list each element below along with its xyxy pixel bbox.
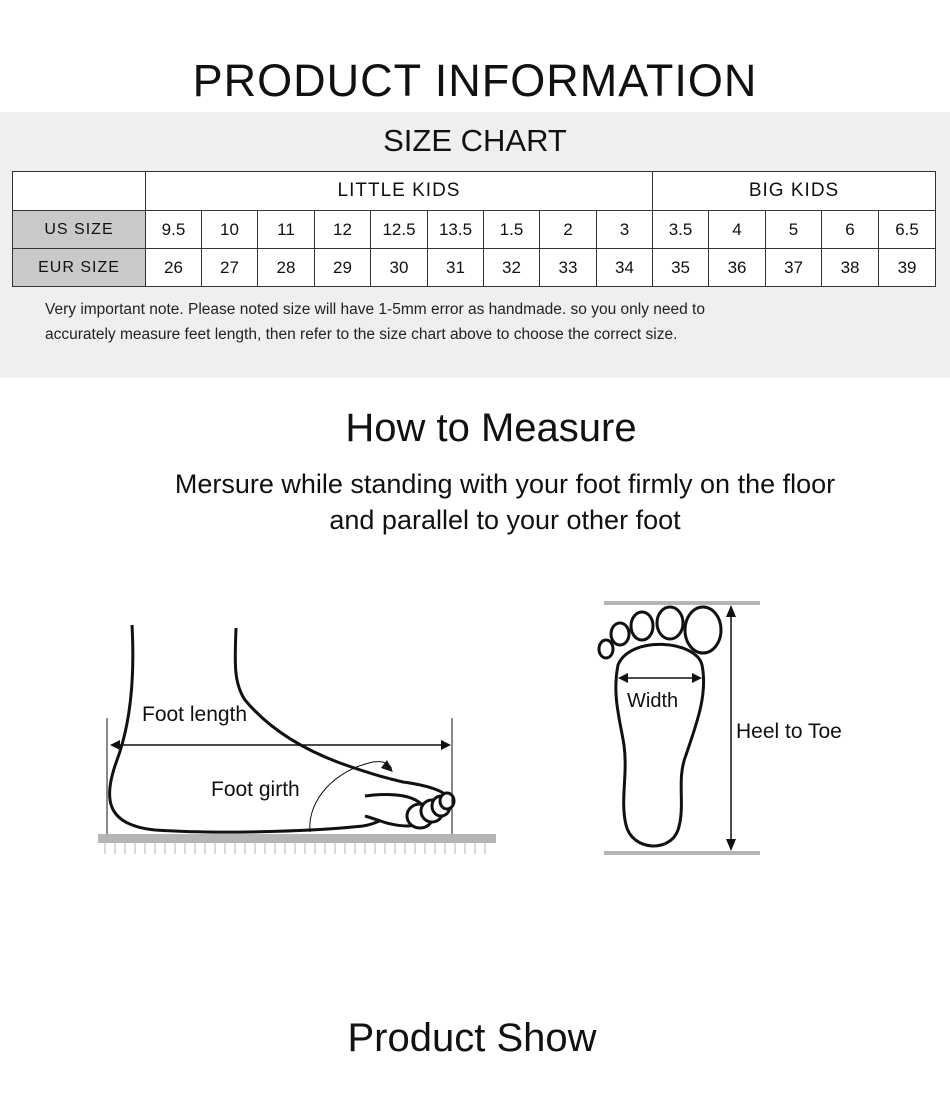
heel-to-toe-arrow-bottom [726, 839, 736, 851]
size-row-eur [13, 249, 936, 287]
product-show-title: Product Show [347, 1016, 597, 1060]
eur-size-cell: 37 [766, 249, 822, 287]
us-size-cell: 12.5 [371, 211, 428, 249]
heel-to-toe-arrow-top [726, 605, 736, 617]
us-size-cell: 9.5 [146, 211, 202, 249]
eur-size-cell: 28 [258, 249, 315, 287]
size-table-header-row [13, 172, 936, 211]
us-size-cell: 5 [766, 211, 822, 249]
row-label-us-size: US SIZE [13, 211, 146, 249]
width-arrow-left [618, 673, 628, 683]
side-foot-diagram [95, 620, 505, 860]
eur-size-cell: 34 [597, 249, 653, 287]
sizing-note-line: Very important note. Please noted size will have 1-5mm error as handmade. so you only need to [45, 301, 705, 318]
sole-toes [599, 607, 721, 658]
eur-size-cell: 33 [540, 249, 597, 287]
foot-outline [110, 625, 391, 832]
subtitle-line: and parallel to your other foot [329, 505, 681, 535]
eur-size-cell: 35 [653, 249, 709, 287]
page-title: PRODUCT INFORMATION [192, 55, 758, 106]
us-size-cell: 13.5 [428, 211, 484, 249]
us-size-cell: 12 [315, 211, 371, 249]
eur-size-cell: 31 [428, 249, 484, 287]
how-to-measure-title: How to Measure [345, 406, 637, 450]
group-header-little-kids: LITTLE KIDS [146, 172, 653, 211]
eur-size-cell: 36 [709, 249, 766, 287]
us-size-cell: 10 [202, 211, 258, 249]
subtitle-line: Mersure while standing with your foot firmly on the floor [174, 469, 836, 499]
foot-girth-label: Foot girth [211, 778, 300, 801]
eur-size-cell: 32 [484, 249, 540, 287]
group-header-big-kids: BIG KIDS [653, 172, 936, 211]
floor-ticks [105, 843, 485, 854]
row-label-eur-size: EUR SIZE [13, 249, 146, 287]
size-table [12, 171, 936, 287]
us-size-cell: 1.5 [484, 211, 540, 249]
eur-size-cell: 27 [202, 249, 258, 287]
eur-size-cell: 26 [146, 249, 202, 287]
eur-size-cell: 30 [371, 249, 428, 287]
foot-length-arrow-left [110, 740, 120, 750]
eur-size-cell: 39 [879, 249, 936, 287]
width-arrow-right [692, 673, 702, 683]
sole-diagram [590, 595, 870, 865]
foot-length-label: Foot length [142, 703, 248, 726]
eur-size-cell: 29 [315, 249, 371, 287]
us-size-cell: 11 [258, 211, 315, 249]
floor-bar [98, 834, 496, 843]
size-row-us [13, 211, 936, 249]
us-size-cell: 2 [540, 211, 597, 249]
heel-to-toe-label: Heel to Toe [736, 720, 842, 743]
size-chart-title: SIZE CHART [383, 123, 567, 158]
sizing-note-line: accurately measure feet length, then refer to the size chart above to choose the correct size. [45, 326, 678, 343]
us-size-cell: 3 [597, 211, 653, 249]
us-size-cell: 6.5 [879, 211, 936, 249]
us-size-cell: 4 [709, 211, 766, 249]
eur-size-cell: 38 [822, 249, 879, 287]
foot-instep-line [235, 628, 449, 798]
sole-outline [616, 644, 704, 846]
width-label: Width [627, 690, 679, 712]
size-table-corner-cell [13, 172, 146, 211]
foot-length-arrow-right [441, 740, 451, 750]
us-size-cell: 6 [822, 211, 879, 249]
sizing-note [45, 297, 915, 347]
us-size-cell: 3.5 [653, 211, 709, 249]
how-to-measure-subtitle [0, 466, 950, 538]
